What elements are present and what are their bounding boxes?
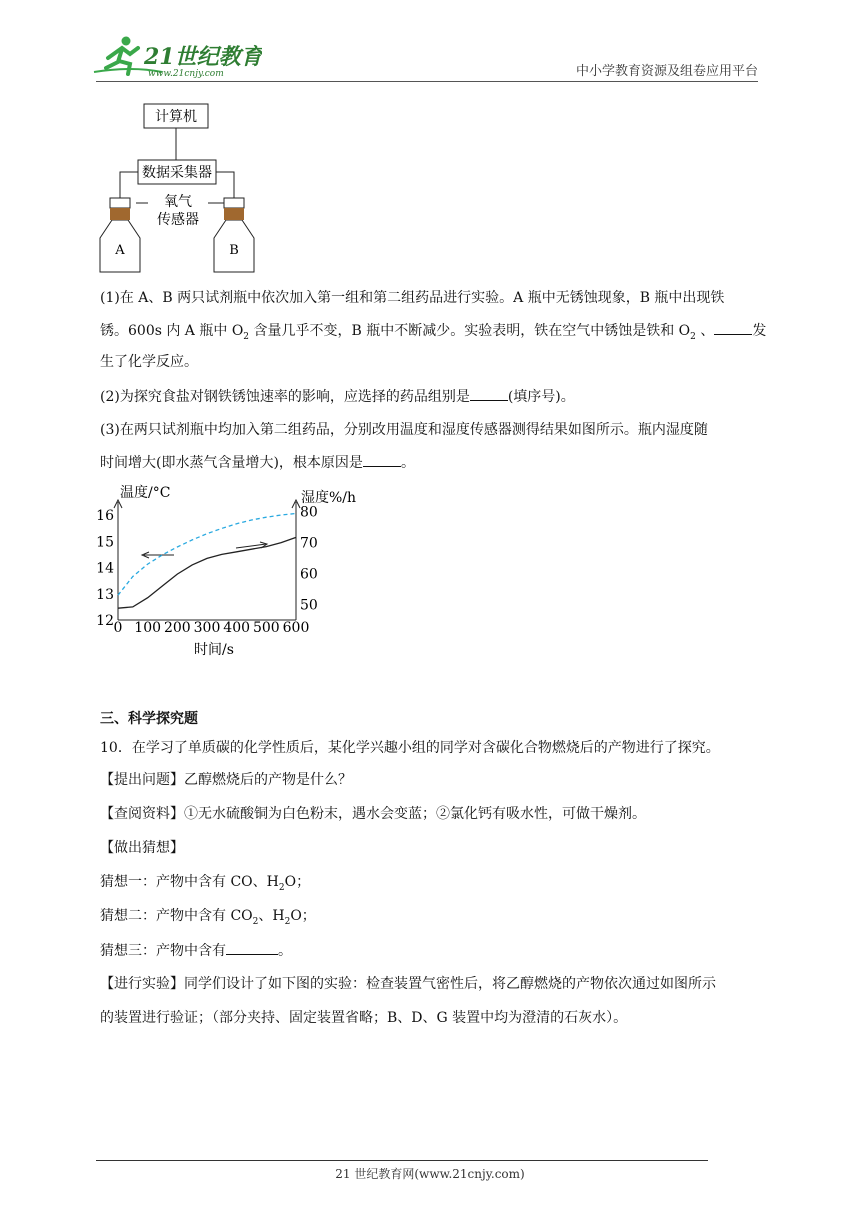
q10-reference: 【查阅资料】①无水硫酸铜为白色粉末，遇水会变蓝；②氯化钙有吸水性，可做干燥剂。	[100, 806, 646, 822]
x-axis-label: 时间/s	[194, 642, 234, 658]
x-tick-label: 0	[113, 620, 123, 636]
answer-blank[interactable]	[363, 452, 401, 467]
collector-label: 数据采集器	[142, 165, 212, 181]
right-axis-label: 湿度%/h	[301, 490, 357, 506]
footer-divider	[96, 1160, 708, 1161]
right-y-tick-label: 70	[300, 535, 318, 552]
header-divider	[96, 81, 758, 82]
sensor-cap-b	[224, 198, 244, 208]
answer-blank[interactable]	[470, 386, 508, 401]
q10-exp-line2: 的装置进行验证；（部分夹持、固定装置省略；B、D、G 装置中均为澄清的石灰水）。	[100, 1010, 628, 1026]
q3-line2: 时间增大(即水蒸气含量增大)，根本原因是 。	[100, 452, 415, 473]
site-logo	[92, 32, 262, 82]
bottle-a-label: A	[115, 243, 125, 258]
left-y-tick-label: 13	[96, 586, 114, 603]
sensor-label-2: 传感器	[157, 212, 199, 228]
section-title: 三、科学探究题	[100, 711, 198, 727]
footer-text: 21 世纪教育网(www.21cnjy.com)	[335, 1167, 525, 1181]
x-tick-label: 100	[134, 620, 162, 636]
left-y-tick-label: 15	[96, 534, 114, 551]
sensor-label-1: 氧气	[164, 194, 192, 210]
right-y-tick-label: 50	[300, 597, 318, 614]
right-y-tick-label: 80	[300, 504, 318, 521]
sensor-cap-a	[110, 198, 130, 208]
temperature-series-line	[118, 537, 296, 608]
q1-line2: 锈。600s 内 A 瓶中 $O_2$ 含量几乎不变，B 瓶中不断减少。实验表明，铁在空气中锈蚀是铁和 $O_2$ 、 发	[100, 320, 766, 347]
header-platform-text: 中小学教育资源及组卷应用平台	[575, 64, 758, 79]
q3-line1: (3)在两只试剂瓶中均加入第二组药品，分别改用温度和湿度传感器测得结果如图所示。瓶内湿度随	[100, 422, 708, 438]
q10-guess-title: 【做出猜想】	[100, 840, 184, 856]
left-y-tick-label: 12	[96, 613, 114, 629]
x-tick-label: 200	[163, 620, 191, 636]
temperature-humidity-chart	[96, 478, 366, 664]
bottle-b-label: B	[229, 243, 239, 258]
q2-text: (2)为探究食盐对钢铁锈蚀速率的影响，应选择的药品组别是 (填序号)。	[100, 386, 575, 407]
stopper-b	[224, 208, 244, 220]
x-tick-label: 500	[252, 620, 280, 636]
answer-blank[interactable]	[714, 320, 752, 335]
q10-intro: 10．在学习了单质碳的化学性质后，某化学兴趣小组的同学对含碳化合物燃烧后的产物进行了探究。	[100, 740, 720, 756]
q10-guess2: 猜想二：产物中含有 $CO_2$、$H_2O$；	[100, 908, 316, 927]
q10-guess3: 猜想三：产物中含有 。	[100, 940, 292, 961]
x-tick-label: 600	[282, 620, 310, 636]
computer-label: 计算机	[155, 109, 197, 125]
x-tick-label: 400	[223, 620, 251, 636]
runner-logo-icon	[92, 32, 262, 82]
q10-ask: 【提出问题】乙醇燃烧后的产物是什么？	[100, 772, 352, 788]
left-axis-label: 温度/°C	[120, 485, 171, 501]
answer-blank[interactable]	[226, 940, 278, 955]
left-y-tick-label: 16	[96, 508, 114, 525]
q1-line1: (1)在 A、B 两只试剂瓶中依次加入第一组和第二组药品进行实验。A 瓶中无锈蚀现象，B 瓶中出现铁	[100, 290, 725, 306]
logo-url: www.21cnjy.com	[148, 69, 224, 79]
x-tick-label: 300	[193, 620, 221, 636]
logo-text: 21世纪教育	[144, 44, 262, 70]
apparatus-diagram	[96, 100, 276, 275]
q1-line3: 生了化学反应。	[100, 354, 198, 370]
left-y-tick-label: 14	[96, 560, 114, 577]
stopper-a	[110, 208, 130, 220]
right-y-tick-label: 60	[300, 566, 318, 583]
q10-exp-line1: 【进行实验】同学们设计了如下图的实验：检查装置气密性后，将乙醇燃烧的产物依次通过如图所示	[100, 976, 716, 992]
q10-guess1: 猜想一：产物中含有 CO、$H_2O$；	[100, 874, 311, 893]
